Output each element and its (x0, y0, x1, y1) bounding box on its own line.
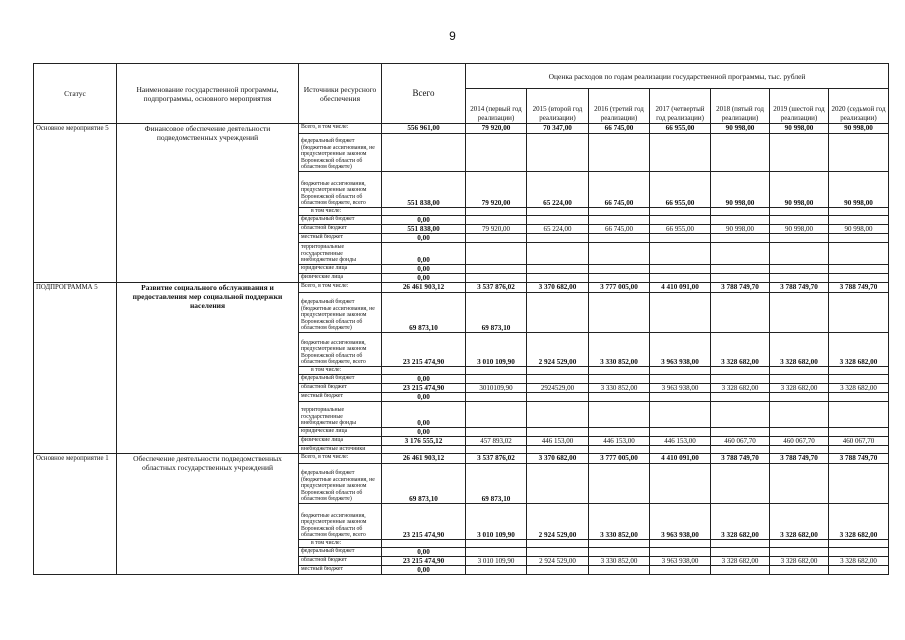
year-value-cell (589, 540, 650, 548)
year-value-cell: 90 998,00 (711, 172, 770, 208)
year-value-cell (770, 243, 829, 265)
year-value-cell (650, 393, 711, 402)
year-value-cell (527, 234, 589, 243)
year-value-cell (527, 540, 589, 548)
year-value-cell (711, 367, 770, 375)
year-value-cell (770, 293, 829, 333)
year-value-cell: 3 537 876,02 (466, 283, 527, 293)
header-year-2018: 2018 (пятый год реализации) (711, 89, 770, 124)
year-value-cell: 4 410 091,00 (650, 454, 711, 464)
year-value-cell (829, 428, 889, 437)
year-value-cell: 457 893,02 (466, 437, 527, 446)
year-value-cell (711, 540, 770, 548)
funding-source-cell: федеральный бюджет (299, 548, 382, 557)
funding-source-cell: Всего, в том числе: (299, 283, 382, 293)
total-cell: 26 461 903,12 (382, 283, 466, 293)
year-value-cell: 66 745,00 (589, 172, 650, 208)
total-cell: 551 838,00 (382, 172, 466, 208)
year-value-cell: 90 998,00 (770, 225, 829, 234)
funding-source-cell: бюджетные ассигнования, предусмотренные законом Воронежской области об областном бюджете, всего (299, 504, 382, 540)
total-cell (382, 134, 466, 172)
year-value-cell (527, 293, 589, 333)
total-cell: 0,00 (382, 548, 466, 557)
year-value-cell (589, 402, 650, 428)
header-total: Всего (382, 64, 466, 124)
total-cell: 0,00 (382, 234, 466, 243)
year-value-cell: 3 328 682,00 (770, 504, 829, 540)
year-value-cell (527, 243, 589, 265)
funding-source-cell: физические лица (299, 437, 382, 446)
total-cell: 0,00 (382, 566, 466, 575)
status-cell: ПОДПРОГРАММА 5 (34, 283, 117, 454)
year-value-cell: 3 328 682,00 (770, 333, 829, 367)
year-value-cell: 3 328 682,00 (711, 384, 770, 393)
year-value-cell (466, 367, 527, 375)
year-value-cell: 3 328 682,00 (770, 384, 829, 393)
program-name-cell: Обеспечение деятельности подведомственных областных государственных учреждений (117, 454, 299, 575)
year-value-cell (711, 243, 770, 265)
year-value-cell: 3 963 938,00 (650, 333, 711, 367)
total-cell: 69 873,10 (382, 464, 466, 504)
year-value-cell: 66 745,00 (589, 124, 650, 134)
total-cell: 551 838,00 (382, 225, 466, 234)
year-value-cell (711, 265, 770, 274)
funding-source-cell: юридические лица (299, 428, 382, 437)
year-value-cell (770, 548, 829, 557)
year-value-cell: 3 330 852,00 (589, 557, 650, 566)
table-row (34, 124, 889, 134)
funding-source-cell: Всего, в том числе: (299, 454, 382, 464)
year-value-cell (650, 234, 711, 243)
year-value-cell: 66 955,00 (650, 172, 711, 208)
year-value-cell (711, 446, 770, 454)
total-cell: 26 461 903,12 (382, 454, 466, 464)
year-value-cell (589, 393, 650, 402)
program-name-cell: Развитие социального обслуживания и предоставления мер социальной поддержки населения (117, 283, 299, 454)
page-number: 9 (449, 29, 456, 43)
year-value-cell: 446 153,00 (650, 437, 711, 446)
funding-source-cell: местный бюджет (299, 393, 382, 402)
total-cell (382, 367, 466, 375)
funding-source-cell: областной бюджет (299, 384, 382, 393)
year-value-cell (829, 367, 889, 375)
year-value-cell (527, 216, 589, 225)
year-value-cell: 3 963 938,00 (650, 384, 711, 393)
year-value-cell: 3 370 682,00 (527, 454, 589, 464)
year-value-cell (829, 540, 889, 548)
year-value-cell (466, 134, 527, 172)
year-value-cell (527, 367, 589, 375)
year-value-cell (770, 367, 829, 375)
year-value-cell (589, 566, 650, 575)
header-estimate: Оценка расходов по годам реализации государственной программы, тыс. рублей (466, 64, 889, 89)
year-value-cell (466, 402, 527, 428)
year-value-cell: 3010109,90 (466, 384, 527, 393)
year-value-cell (466, 548, 527, 557)
total-cell: 0,00 (382, 402, 466, 428)
year-value-cell: 3 328 682,00 (829, 557, 889, 566)
year-value-cell: 446 153,00 (527, 437, 589, 446)
year-value-cell (650, 134, 711, 172)
year-value-cell (770, 393, 829, 402)
year-value-cell (711, 216, 770, 225)
total-cell: 0,00 (382, 393, 466, 402)
year-value-cell (770, 375, 829, 384)
year-value-cell: 2 924 529,00 (527, 504, 589, 540)
funding-source-cell: в том числе: (299, 208, 382, 216)
header-year-2014: 2014 (первый год реализации) (466, 89, 527, 124)
total-cell: 556 961,00 (382, 124, 466, 134)
year-value-cell: 90 998,00 (770, 124, 829, 134)
year-value-cell (770, 540, 829, 548)
year-value-cell (829, 566, 889, 575)
year-value-cell (589, 234, 650, 243)
year-value-cell (829, 216, 889, 225)
year-value-cell (711, 428, 770, 437)
year-value-cell (770, 274, 829, 283)
year-value-cell (711, 393, 770, 402)
year-value-cell (589, 464, 650, 504)
funding-source-cell: Всего, в том числе: (299, 124, 382, 134)
year-value-cell: 460 067,70 (829, 437, 889, 446)
funding-source-cell: областной бюджет (299, 557, 382, 566)
year-value-cell (650, 208, 711, 216)
year-value-cell (829, 134, 889, 172)
year-value-cell (589, 446, 650, 454)
total-cell: 23 215 474,90 (382, 504, 466, 540)
year-value-cell (466, 274, 527, 283)
year-value-cell: 3 370 682,00 (527, 283, 589, 293)
header-year-2016: 2016 (третий год реализации) (589, 89, 650, 124)
year-value-cell (711, 274, 770, 283)
year-value-cell (466, 540, 527, 548)
year-value-cell (650, 566, 711, 575)
year-value-cell (650, 428, 711, 437)
year-value-cell: 79 920,00 (466, 124, 527, 134)
year-value-cell (589, 216, 650, 225)
year-value-cell: 3 328 682,00 (829, 504, 889, 540)
year-value-cell (829, 234, 889, 243)
year-value-cell (711, 548, 770, 557)
year-value-cell (650, 293, 711, 333)
funding-source-cell: территориальные государственные внебюджетные фонды (299, 402, 382, 428)
year-value-cell: 90 998,00 (711, 124, 770, 134)
table-row (34, 454, 889, 464)
year-value-cell: 70 347,00 (527, 124, 589, 134)
year-value-cell: 3 788 749,70 (829, 283, 889, 293)
year-value-cell (589, 208, 650, 216)
budget-table (33, 63, 889, 575)
year-value-cell: 3 788 749,70 (770, 454, 829, 464)
year-value-cell (770, 446, 829, 454)
year-value-cell (770, 216, 829, 225)
funding-source-cell: федеральный бюджет (299, 375, 382, 384)
year-value-cell: 3 328 682,00 (829, 384, 889, 393)
year-value-cell (527, 393, 589, 402)
year-value-cell: 3 788 749,70 (770, 283, 829, 293)
year-value-cell: 3 777 005,00 (589, 454, 650, 464)
funding-source-cell: федеральный бюджет (бюджетные ассигнования, не предусмотренные законом Воронежской области об областном бюджете) (299, 293, 382, 333)
year-value-cell (650, 446, 711, 454)
funding-source-cell: местный бюджет (299, 234, 382, 243)
year-value-cell: 3 963 938,00 (650, 557, 711, 566)
year-value-cell: 3 328 682,00 (770, 557, 829, 566)
year-value-cell (527, 548, 589, 557)
total-cell: 0,00 (382, 274, 466, 283)
year-value-cell (711, 293, 770, 333)
year-value-cell (589, 243, 650, 265)
year-value-cell: 69 873,10 (466, 293, 527, 333)
year-value-cell (711, 375, 770, 384)
year-value-cell (589, 134, 650, 172)
year-value-cell (466, 393, 527, 402)
year-value-cell: 79 920,00 (466, 172, 527, 208)
year-value-cell: 2 924 529,00 (527, 557, 589, 566)
year-value-cell (650, 243, 711, 265)
year-value-cell (650, 464, 711, 504)
year-value-cell (650, 274, 711, 283)
total-cell: 3 176 555,12 (382, 437, 466, 446)
year-value-cell (527, 402, 589, 428)
year-value-cell: 3 788 749,70 (711, 283, 770, 293)
year-value-cell: 3 788 749,70 (829, 454, 889, 464)
year-value-cell: 3 328 682,00 (829, 333, 889, 367)
year-value-cell: 460 067,70 (711, 437, 770, 446)
year-value-cell (770, 208, 829, 216)
year-value-cell: 90 998,00 (829, 172, 889, 208)
year-value-cell (466, 208, 527, 216)
funding-source-cell: внебюджетные источники (299, 446, 382, 454)
year-value-cell (527, 265, 589, 274)
total-cell: 23 215 474,90 (382, 557, 466, 566)
funding-source-cell: в том числе: (299, 540, 382, 548)
year-value-cell: 2924529,00 (527, 384, 589, 393)
year-value-cell (711, 464, 770, 504)
total-cell: 0,00 (382, 428, 466, 437)
year-value-cell: 66 955,00 (650, 225, 711, 234)
funding-source-cell: федеральный бюджет (бюджетные ассигнования, не предусмотренные законом Воронежской области об областном бюджете) (299, 464, 382, 504)
year-value-cell (711, 208, 770, 216)
year-value-cell: 65 224,00 (527, 225, 589, 234)
year-value-cell: 3 328 682,00 (711, 333, 770, 367)
year-value-cell: 3 963 938,00 (650, 504, 711, 540)
year-value-cell (589, 428, 650, 437)
year-value-cell: 3 010 109,90 (466, 504, 527, 540)
total-cell: 0,00 (382, 216, 466, 225)
year-value-cell (466, 265, 527, 274)
header-year-2020: 2020 (седьмой год реализации) (829, 89, 889, 124)
year-value-cell (770, 428, 829, 437)
year-value-cell (527, 428, 589, 437)
total-cell (382, 208, 466, 216)
year-value-cell (589, 375, 650, 384)
year-value-cell: 79 920,00 (466, 225, 527, 234)
year-value-cell (527, 375, 589, 384)
header-source: Источники ресурсного обеспечения (299, 64, 382, 124)
total-cell (382, 446, 466, 454)
year-value-cell (770, 134, 829, 172)
year-value-cell: 3 010 109,90 (466, 557, 527, 566)
status-cell: Основное мероприятие 1 (34, 454, 117, 575)
year-value-cell: 66 745,00 (589, 225, 650, 234)
year-value-cell: 3 788 749,70 (711, 454, 770, 464)
year-value-cell (527, 566, 589, 575)
year-value-cell (650, 375, 711, 384)
year-value-cell: 3 010 109,90 (466, 333, 527, 367)
year-value-cell (711, 566, 770, 575)
total-cell (382, 540, 466, 548)
funding-source-cell: федеральный бюджет (299, 216, 382, 225)
year-value-cell (829, 375, 889, 384)
year-value-cell (527, 134, 589, 172)
year-value-cell (650, 540, 711, 548)
year-value-cell: 460 067,70 (770, 437, 829, 446)
funding-source-cell: местный бюджет (299, 566, 382, 575)
header-status: Статус (34, 64, 117, 124)
year-value-cell (829, 208, 889, 216)
year-value-cell (650, 265, 711, 274)
total-cell: 0,00 (382, 375, 466, 384)
year-value-cell (466, 243, 527, 265)
program-name-cell: Финансовое обеспечение деятельности подведомственных учреждений (117, 124, 299, 283)
funding-source-cell: федеральный бюджет (бюджетные ассигнования, не предусмотренные законом Воронежской области об областном бюджете) (299, 134, 382, 172)
year-value-cell (770, 566, 829, 575)
year-value-cell (527, 208, 589, 216)
year-value-cell: 3 537 876,02 (466, 454, 527, 464)
year-value-cell (829, 464, 889, 504)
year-value-cell: 90 998,00 (711, 225, 770, 234)
funding-source-cell: бюджетные ассигнования, предусмотренные законом Воронежской области об областном бюджете, всего (299, 172, 382, 208)
budget-table-body (34, 124, 889, 575)
year-value-cell: 90 998,00 (829, 124, 889, 134)
year-value-cell (711, 134, 770, 172)
year-value-cell (466, 566, 527, 575)
total-cell: 0,00 (382, 243, 466, 265)
year-value-cell: 3 330 852,00 (589, 384, 650, 393)
year-value-cell (466, 216, 527, 225)
year-value-cell (527, 446, 589, 454)
header-year-2019: 2019 (шестой год реализации) (770, 89, 829, 124)
total-cell: 0,00 (382, 265, 466, 274)
year-value-cell: 69 873,10 (466, 464, 527, 504)
year-value-cell (650, 216, 711, 225)
year-value-cell: 446 153,00 (589, 437, 650, 446)
year-value-cell (829, 274, 889, 283)
status-cell: Основное мероприятие 5 (34, 124, 117, 283)
total-cell: 23 215 474,90 (382, 333, 466, 367)
funding-source-cell: физические лица (299, 274, 382, 283)
year-value-cell: 3 777 005,00 (589, 283, 650, 293)
year-value-cell (650, 548, 711, 557)
year-value-cell (650, 367, 711, 375)
year-value-cell: 3 328 682,00 (711, 557, 770, 566)
year-value-cell (589, 548, 650, 557)
year-value-cell (527, 274, 589, 283)
table-row (34, 283, 889, 293)
year-value-cell: 3 330 852,00 (589, 333, 650, 367)
year-value-cell (466, 428, 527, 437)
year-value-cell (829, 548, 889, 557)
year-value-cell (829, 402, 889, 428)
year-value-cell (829, 393, 889, 402)
year-value-cell (589, 274, 650, 283)
year-value-cell (829, 293, 889, 333)
year-value-cell (527, 464, 589, 504)
funding-source-cell: областной бюджет (299, 225, 382, 234)
total-cell: 23 215 474,90 (382, 384, 466, 393)
funding-source-cell: юридические лица (299, 265, 382, 274)
header-year-2015: 2015 (второй год реализации) (527, 89, 589, 124)
year-value-cell: 90 998,00 (770, 172, 829, 208)
header-year-2017: 2017 (четвертый год реализации) (650, 89, 711, 124)
year-value-cell (829, 243, 889, 265)
header-name: Наименование государственной программы, подпрограммы, основного мероприятия (117, 64, 299, 124)
year-value-cell (711, 402, 770, 428)
funding-source-cell: бюджетные ассигнования, предусмотренные законом Воронежской области об областном бюджете, всего (299, 333, 382, 367)
year-value-cell (466, 446, 527, 454)
year-value-cell: 4 410 091,00 (650, 283, 711, 293)
total-cell: 69 873,10 (382, 293, 466, 333)
year-value-cell (770, 265, 829, 274)
year-value-cell (829, 265, 889, 274)
year-value-cell: 3 328 682,00 (711, 504, 770, 540)
year-value-cell: 3 330 852,00 (589, 504, 650, 540)
funding-source-cell: территориальные государственные внебюджетные фонды (299, 243, 382, 265)
year-value-cell (589, 367, 650, 375)
year-value-cell (711, 234, 770, 243)
year-value-cell: 65 224,00 (527, 172, 589, 208)
year-value-cell (466, 234, 527, 243)
year-value-cell (589, 265, 650, 274)
year-value-cell (650, 402, 711, 428)
year-value-cell (589, 293, 650, 333)
year-value-cell: 66 955,00 (650, 124, 711, 134)
funding-source-cell: в том числе: (299, 367, 382, 375)
year-value-cell (466, 375, 527, 384)
year-value-cell: 2 924 529,00 (527, 333, 589, 367)
year-value-cell: 90 998,00 (829, 225, 889, 234)
year-value-cell (770, 234, 829, 243)
year-value-cell (770, 402, 829, 428)
year-value-cell (829, 446, 889, 454)
year-value-cell (770, 464, 829, 504)
